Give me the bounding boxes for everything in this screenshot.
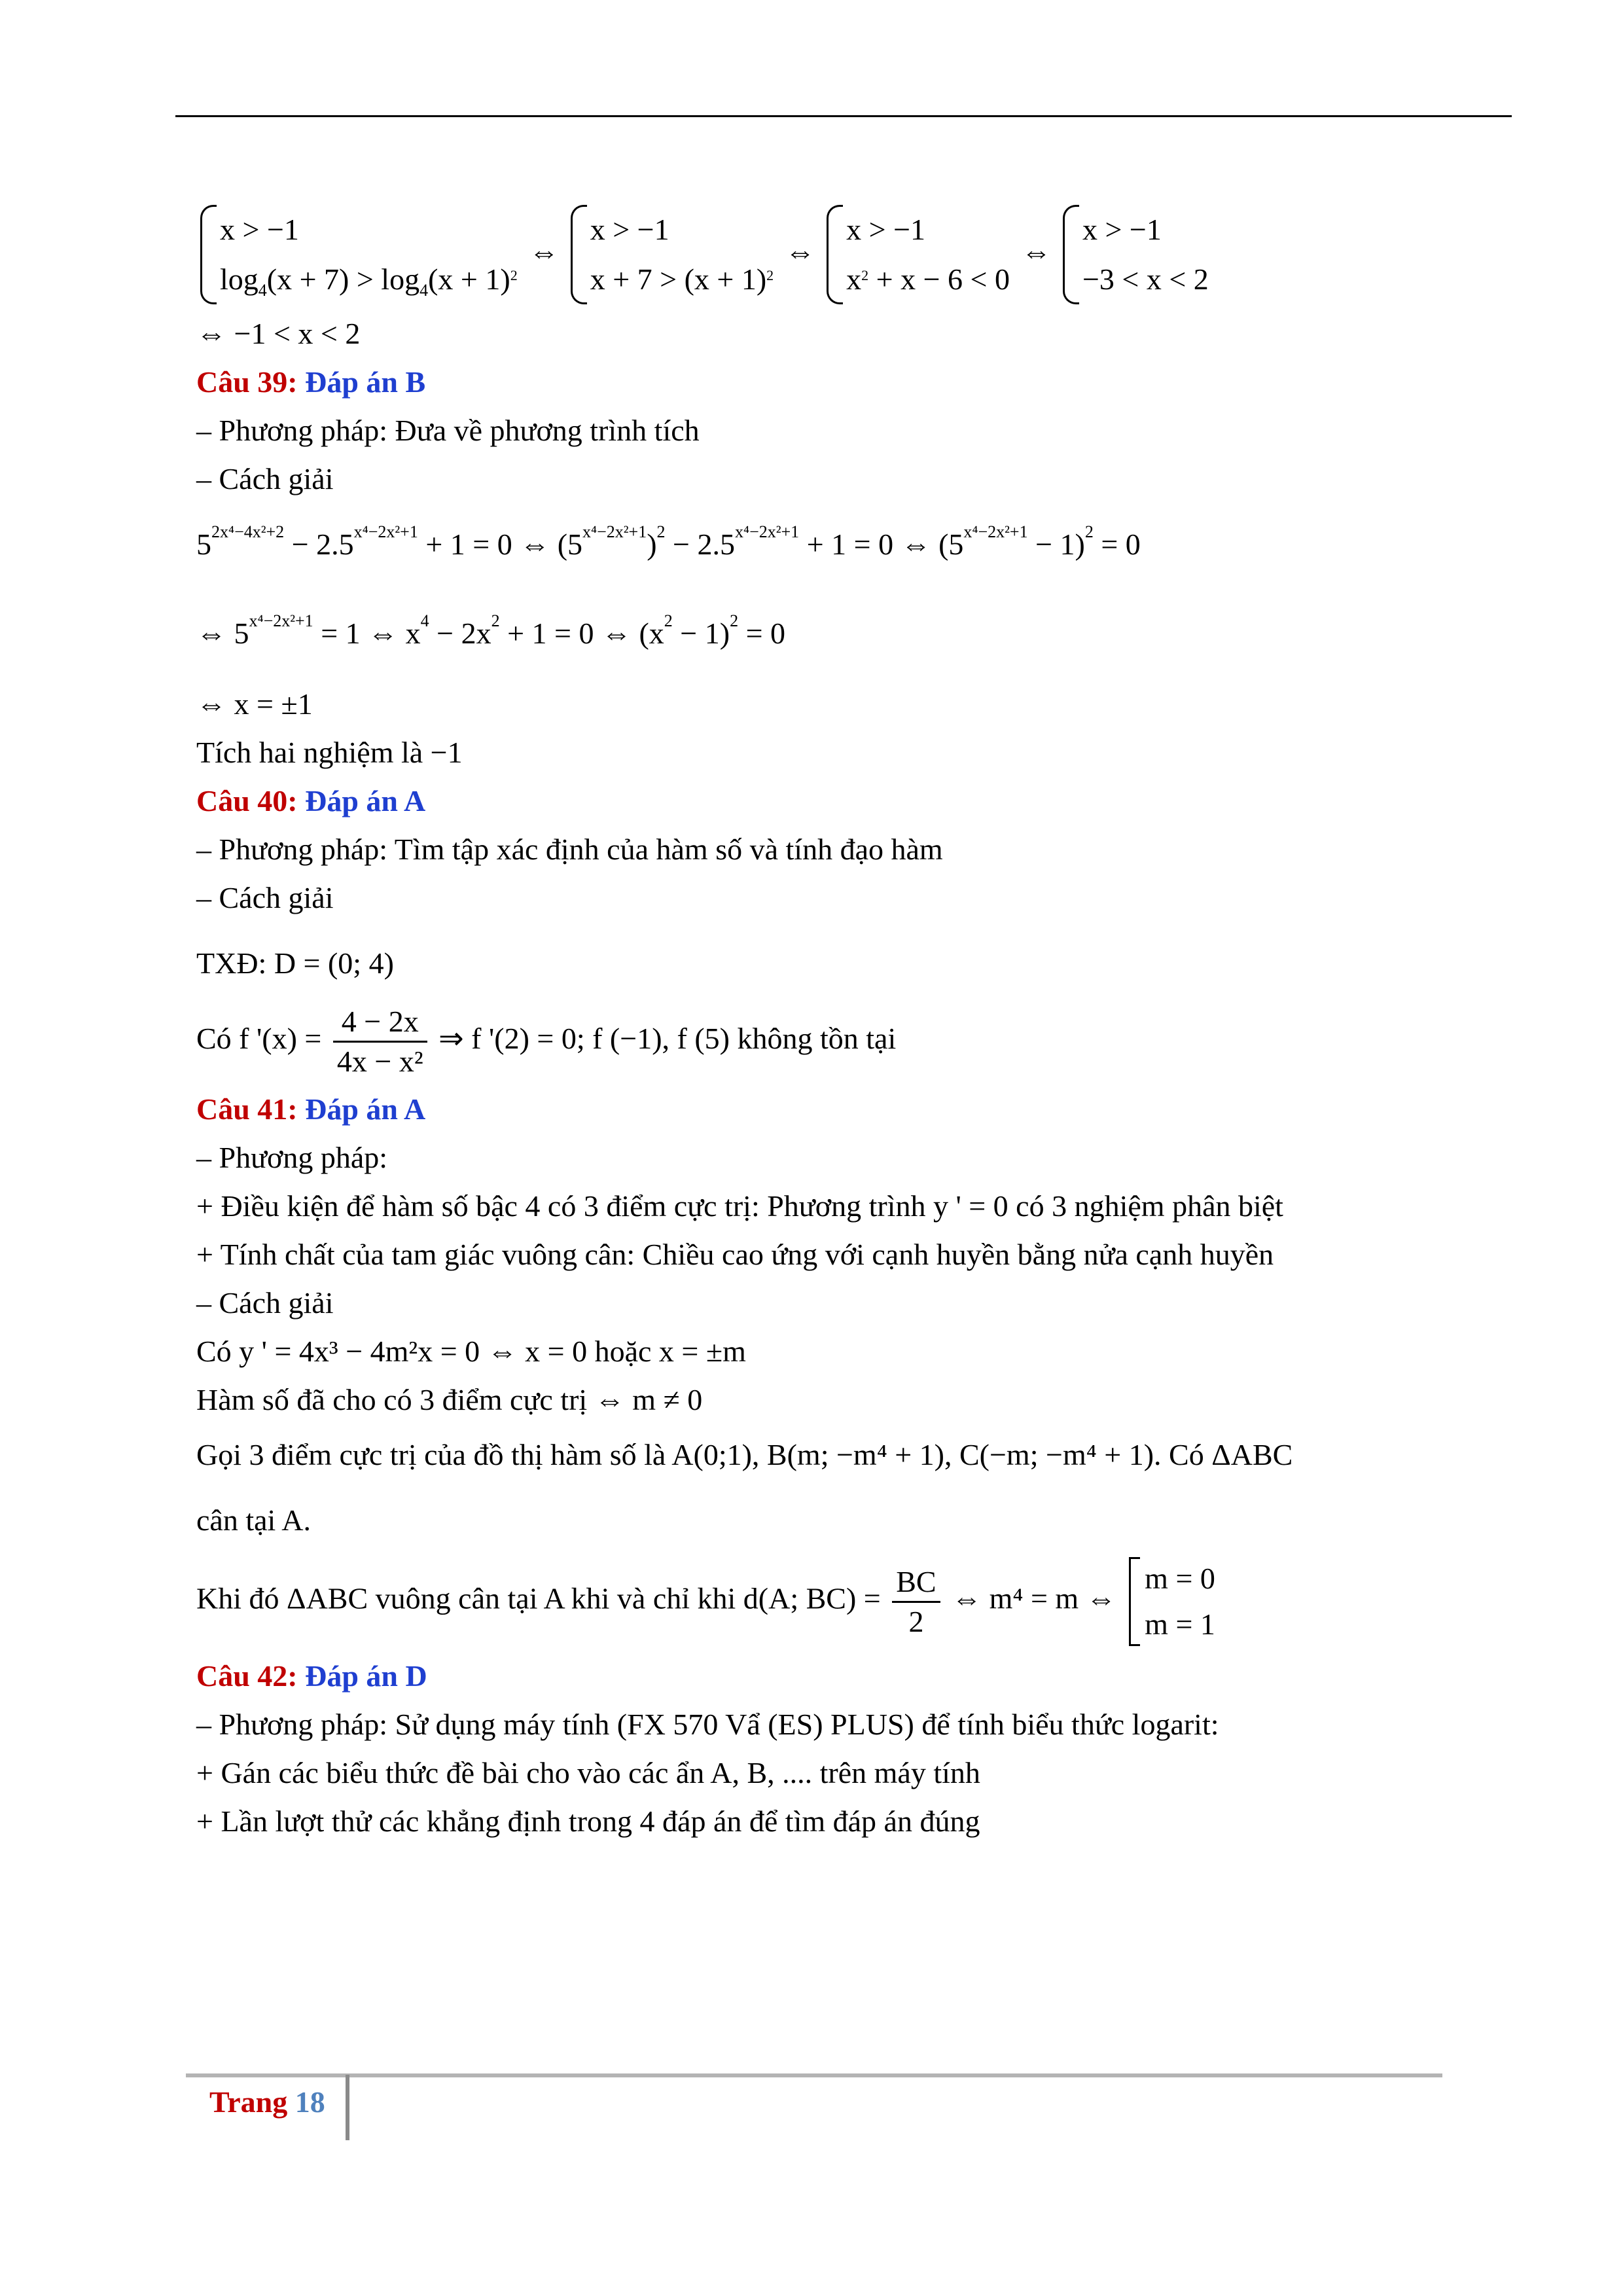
q39-solution-label: – Cách giải <box>196 462 334 495</box>
q39-heading: Câu 39: Đáp án B <box>196 365 426 399</box>
top-rule <box>175 115 1512 117</box>
equiv-arrow: ⇔ <box>1021 235 1052 268</box>
q41-heading: Câu 41: Đáp án A <box>196 1092 426 1126</box>
q41-method-1: + Điều kiện để hàm số bậc 4 có 3 điểm cực trị: Phương trình y ' = 0 có 3 nghiệm phân biệt <box>196 1189 1283 1223</box>
q40-method: – Phương pháp: Tìm tập xác định của hàm số và tính đạo hàm <box>196 833 943 866</box>
q42-method: – Phương pháp: Sử dụng máy tính (FX 570 Vẩ (ES) PLUS) để tính biểu thức logarit: <box>196 1708 1219 1741</box>
q41-step-5: Khi đó ΔABC vuông cân tại A khi và chỉ khi d(A; BC) = $\frac{BC}{2}$ ⇔ m⁴ = m ⇔ m = 0 m = 1 <box>196 1556 1453 1647</box>
bc-half-fraction: $\frac{BC}{2}$ <box>892 1563 940 1641</box>
q40-domain: TXĐ: D = (0; 4) <box>196 946 394 980</box>
page-number: Trang 18 <box>209 2085 325 2119</box>
system-3: x > −1 $x^2 + x - 6 < 0$ <box>827 205 1010 304</box>
q42-method-1: + Gán các biểu thức đề bài cho vào các ẩn A, B, .... trên máy tính <box>196 1756 980 1789</box>
q42-heading: Câu 42: Đáp án D <box>196 1659 427 1693</box>
q39-method: – Phương pháp: Đưa về phương trình tích <box>196 414 700 447</box>
q41-method: – Phương pháp: <box>196 1141 388 1174</box>
system-4: x > −1 −3 < x < 2 <box>1063 205 1209 304</box>
equiv-arrow: ⇔ <box>785 235 815 268</box>
solution-bracket: m = 0 m = 1 <box>1129 1556 1215 1647</box>
q39-equation-1: $5^{2x^4-4x^2+2} - 2.5^{x^4-2x^2+1} + 1 = 0$ ⇔ $(5^{x^4-2x^2+1})^2 - 2.5^{x^4-2x^2+1} + 1 = 0$ ⇔ $(5^{x^4-2x^2+1} - 1)^2 = 0$ <box>196 522 1141 561</box>
q38-result: ⇔ −1 < x < 2 <box>196 317 361 350</box>
q41-step-3: Gọi 3 điểm cực trị của đồ thị hàm số là A(0;1), B(m; −m⁴ + 1), C(−m; −m⁴ + 1). Có ΔABC <box>196 1438 1293 1471</box>
q41-method-2: + Tính chất của tam giác vuông cân: Chiều cao ứng với cạnh huyền bằng nửa cạnh huyền <box>196 1238 1274 1271</box>
q40-solution-label: – Cách giải <box>196 881 334 914</box>
q41-step-4: cân tại A. <box>196 1503 311 1537</box>
footer-rule <box>186 2073 1442 2077</box>
equiv-arrow: ⇔ <box>529 235 560 268</box>
q38-systems <box>196 196 1453 308</box>
footer-divider <box>346 2075 349 2140</box>
derivative-fraction: $\frac{4 - 2x}{\text{4x − x²}}$ <box>333 1003 427 1081</box>
q41-step-1: Có y ' = 4x³ − 4m²x = 0 ⇔ x = 0 hoặc x = ±m <box>196 1335 746 1368</box>
q39-equation-3: ⇔ x = ±1 <box>196 687 313 721</box>
q40-derivative: Có f '(x) = $\frac{4 - 2x}{\text{4x − x²}}$ ⇒ f '(2) = 0; f (−1), f (5) không tồn tại <box>196 1003 1453 1081</box>
q39-conclusion: Tích hai nghiệm là −1 <box>196 736 463 769</box>
system-2: x > −1 $x + 7 > (x + 1)^2$ <box>571 205 774 304</box>
page-content <box>196 196 1453 1841</box>
q41-solution-label: – Cách giải <box>196 1286 334 1319</box>
q41-step-2: Hàm số đã cho có 3 điểm cực trị ⇔ m ≠ 0 <box>196 1383 703 1416</box>
q42-method-2: + Lần lượt thử các khẳng định trong 4 đáp án để tìm đáp án đúng <box>196 1804 980 1838</box>
system-1: x > −1 $\log_4(x + 7) > \log_4(x + 1)^2$ <box>200 205 518 304</box>
q40-heading: Câu 40: Đáp án A <box>196 784 426 817</box>
q39-equation-2: ⇔ $5^{x^4-2x^2+1} = 1$ ⇔ $x^4 - 2x^2 + 1 = 0$ ⇔ $(x^2 - 1)^2 = 0$ <box>196 611 786 650</box>
